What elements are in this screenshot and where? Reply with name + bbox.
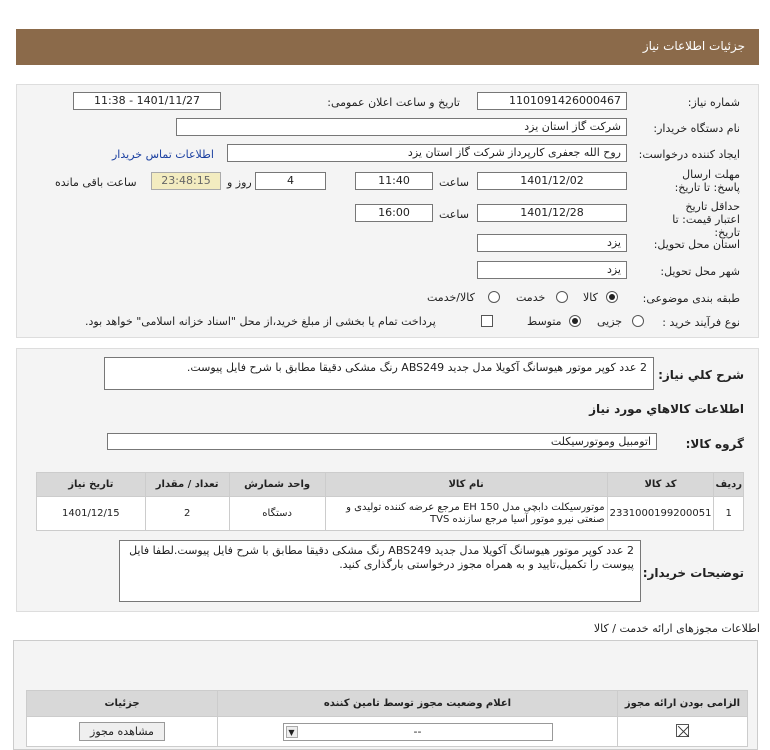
permit-status-select[interactable] — [283, 723, 553, 741]
need-number-field: 1101091426000467 — [477, 92, 627, 110]
remaining-time-field: 23:48:15 — [151, 172, 221, 190]
province-label: استان محل تحویل: — [653, 238, 740, 251]
remaining-label: ساعت باقی مانده — [55, 176, 137, 189]
goods-group-label: گروه کالا: — [685, 437, 744, 451]
goods-info-title: اطلاعات کالاهاي مورد نياز — [589, 402, 744, 416]
process-partial-label: جزیی — [597, 315, 623, 328]
permit-status-cell — [218, 717, 618, 747]
deadline-time-label: ساعت — [439, 176, 469, 189]
permit-required-cell — [618, 717, 748, 747]
city-field: یزد — [477, 261, 627, 279]
days-label: روز و — [227, 176, 252, 189]
col-name: نام کالا — [325, 473, 607, 497]
buyer-notes-label: توضیحات خریدار: — [642, 566, 744, 580]
buyer-notes-text: 2 عدد کوپر موتور هیوسانگ آکویلا مدل جدید ABS249 رنگ مشکی دقیقا مطابق با شرح فایل پیوست.لطفا فایل پیوست را تکمیل،تایید و به همراه مجوز درخواستی بارگذاری کنید. — [119, 540, 641, 602]
buyer-org-label: نام دستگاه خریدار: — [653, 122, 740, 135]
view-permit-button[interactable]: مشاهده مجوز — [79, 722, 165, 741]
col-permit-required: الزامی بودن ارائه مجوز — [618, 691, 748, 717]
goods-group-field: اتومبیل وموتورسیکلت — [107, 433, 657, 450]
permits-table — [26, 690, 748, 747]
validity-label: حداقل تاریخ اعتبار قیمت: تا تاریخ: — [672, 200, 740, 239]
col-permit-status: اعلام وضعیت مجوز توسط تامین کننده — [218, 691, 618, 717]
announce-label: تاریخ و ساعت اعلان عمومی: — [327, 96, 460, 109]
city-label: شهر محل تحویل: — [660, 265, 740, 278]
page-header — [16, 29, 759, 65]
buyer-contact-link[interactable]: اطلاعات تماس خریدار — [112, 148, 214, 161]
permit-row — [27, 717, 748, 747]
goods-table — [36, 472, 744, 531]
process-label: نوع فرآیند خرید : — [662, 316, 740, 329]
deadline-label: مهلت ارسال پاسخ: تا تاریخ: — [674, 168, 740, 194]
deadline-date-field: 1401/12/02 — [477, 172, 627, 190]
col-qty: تعداد / مقدار — [145, 473, 229, 497]
need-number-label: شماره نیاز: — [687, 96, 740, 109]
treasury-payment-note: پرداخت تمام یا بخشی از مبلغ خرید،از محل "اسناد خزانه اسلامی" خواهد بود. — [85, 315, 436, 328]
validity-time-label: ساعت — [439, 208, 469, 221]
cell-name: موتورسیکلت دابچی مدل EH 150 مرجع عرضه کننده تولیدی و صنعتی نیرو موتور آسیا مرجع سازنده TVS — [325, 497, 607, 531]
permit-required-checkbox[interactable] — [676, 724, 689, 737]
cell-unit: دستگاه — [229, 497, 325, 531]
col-permit-details: جزئیات — [27, 691, 218, 717]
process-partial-radio[interactable] — [632, 315, 644, 327]
province-field: یزد — [477, 234, 627, 252]
table-row — [37, 497, 744, 531]
buyer-org-field: شرکت گاز استان یزد — [176, 118, 627, 136]
permit-details-cell — [27, 717, 218, 747]
validity-date-field: 1401/12/28 — [477, 204, 627, 222]
col-code: کد کالا — [607, 473, 714, 497]
page-title: جزئیات اطلاعات نیاز — [642, 39, 745, 53]
col-row: ردیف — [714, 473, 744, 497]
chevron-down-icon: ▼ — [286, 726, 298, 738]
cell-row: 1 — [714, 497, 744, 531]
creator-label: ایجاد کننده درخواست: — [638, 148, 740, 161]
cell-code: 2331000199200051 — [607, 497, 714, 531]
cell-date: 1401/12/15 — [37, 497, 146, 531]
summary-label: شرح کلي نياز: — [658, 368, 744, 382]
col-unit: واحد شمارش — [229, 473, 325, 497]
category-service-label: خدمت — [516, 291, 546, 304]
deadline-time-field: 11:40 — [355, 172, 433, 190]
process-medium-radio[interactable] — [569, 315, 581, 327]
validity-time-field: 16:00 — [355, 204, 433, 222]
col-date: تاریخ نیاز — [37, 473, 146, 497]
treasury-payment-checkbox[interactable] — [481, 315, 493, 327]
creator-field: روح الله جعفری کارپرداز شرکت گاز استان یزد — [227, 144, 627, 162]
permits-title: اطلاعات مجوزهای ارائه خدمت / کالا — [593, 622, 760, 635]
category-both-radio[interactable] — [488, 291, 500, 303]
summary-text: 2 عدد کوپر موتور هیوسانگ آکویلا مدل جدید ABS249 رنگ مشکی دقیقا مطابق با شرح فایل پیوست. — [104, 357, 654, 390]
announce-field: 1401/11/27 - 11:38 — [73, 92, 221, 110]
category-both-label: کالا/خدمت — [427, 291, 475, 304]
category-goods-label: کالا — [583, 291, 598, 304]
category-label: طبقه بندی موضوعی: — [642, 292, 740, 305]
permit-status-value: -- — [413, 724, 422, 738]
category-service-radio[interactable] — [556, 291, 568, 303]
cell-qty: 2 — [145, 497, 229, 531]
days-field: 4 — [255, 172, 326, 190]
category-goods-radio[interactable] — [606, 291, 618, 303]
process-medium-label: متوسط — [527, 315, 562, 328]
